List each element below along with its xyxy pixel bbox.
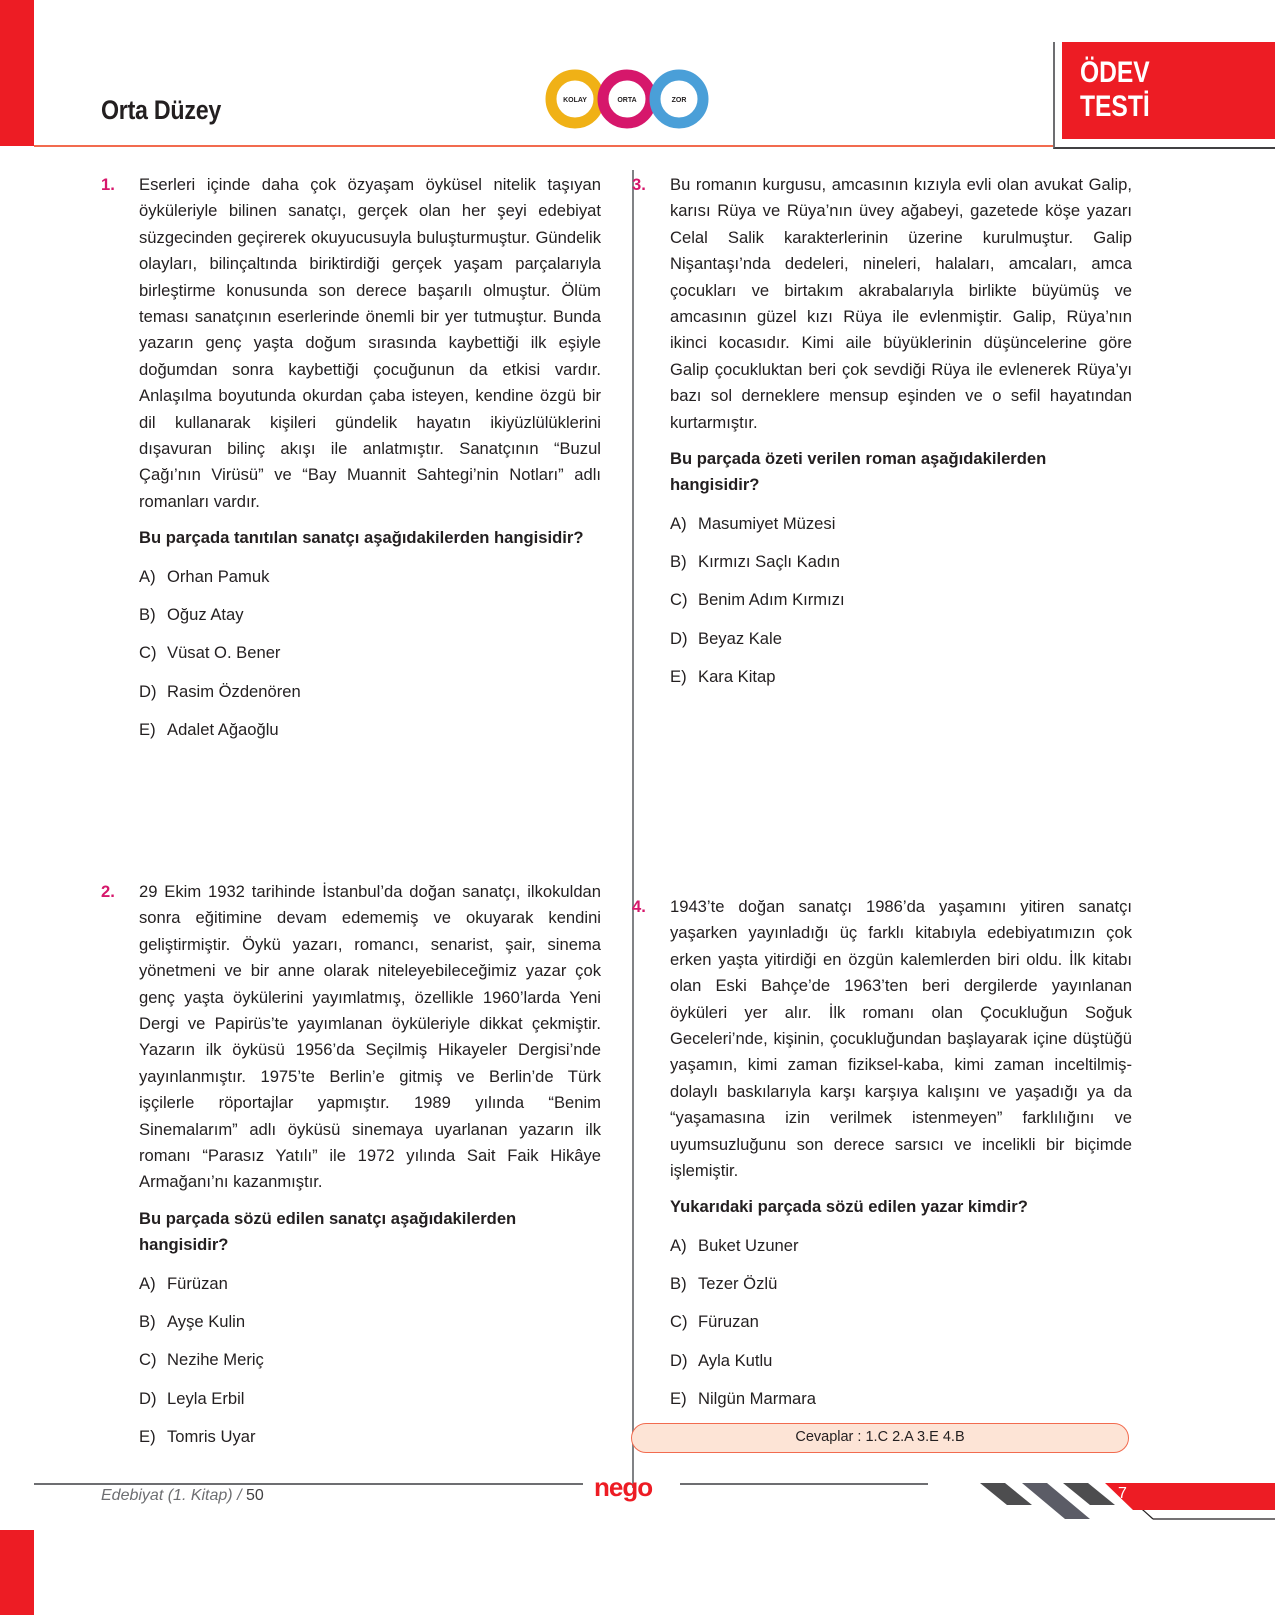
question-text: 29 Ekim 1932 tarihinde İstanbul’da doğan sanatçı, ilkokuldan sonra eğitimine devam edememiş ve okuyarak kendini geliştirmiştir. Öykü yazarı, romancı, senarist, şair, sinema yönetmeni ve bir anne olarak niteleyebileceğimiz yazar çok genç yaşta öykülerini yayımlatmış, özellikle 1960’larda Yeni Dergi ve Papirüs’te yayımlanan öyküleriyle dikkat çekmiştir. Yazarın ilk öyküsü 1956’da Seçilmiş Hikayeler Dergisi’nde yayınlanmıştır. 1975’te Berlin’e gitmiş ve Berlin’de Türk işçilerle röportajlar yapmıştır. 1989 yılında “Benim Sinemalarım” adlı öyküsü sinemaya uyarlanan yazarın ilk romanı “Parasız Yatılı” ile 1972 yılında Sait Faik Hikâye Armağanı’nı kazanmıştır. xyxy=(139,882,601,1192)
page-level-title xyxy=(101,95,221,126)
option-letter: E) xyxy=(139,719,156,739)
brand-logo xyxy=(590,1472,672,1502)
question-2 xyxy=(101,879,601,1462)
option-text: Kara Kitap xyxy=(698,667,776,687)
option-letter: D) xyxy=(139,1388,157,1408)
page-level-title-text: Orta Düzey xyxy=(101,95,222,125)
answer-options xyxy=(670,1233,1132,1424)
option-b[interactable] xyxy=(139,1309,601,1347)
option-letter: A) xyxy=(139,566,156,586)
footer-book-title xyxy=(101,1487,264,1505)
test-type-label xyxy=(1062,42,1275,139)
option-e[interactable] xyxy=(139,1424,601,1462)
option-d[interactable] xyxy=(139,679,601,717)
option-letter: C) xyxy=(139,1350,157,1370)
header-divider xyxy=(34,145,1054,147)
option-letter: B) xyxy=(670,1274,687,1294)
option-text: Nezihe Meriç xyxy=(167,1350,264,1370)
question-number: 3. xyxy=(632,175,646,194)
option-c[interactable] xyxy=(139,1347,601,1385)
test-label-line2: TESTİ xyxy=(1080,90,1150,123)
option-letter: B) xyxy=(139,604,156,624)
option-d[interactable] xyxy=(670,626,1132,664)
option-letter: E) xyxy=(139,1426,156,1446)
option-letter: A) xyxy=(139,1273,156,1293)
page-number-background xyxy=(1105,1483,1275,1510)
option-text: Leyla Erbil xyxy=(167,1388,245,1408)
option-text: Masumiyet Müzesi xyxy=(698,513,836,533)
option-letter: A) xyxy=(670,513,687,533)
option-c[interactable] xyxy=(670,587,1132,625)
book-title: Edebiyat (1. Kitap) / xyxy=(101,1487,242,1504)
question-prompt: Bu parçada tanıtılan sanatçı aşağıdakilerden hangisidir? xyxy=(139,528,584,548)
difficulty-label-orta: ORTA xyxy=(617,97,637,104)
brand-logo-text: nego xyxy=(594,1472,653,1502)
option-text: Ayla Kutlu xyxy=(698,1350,773,1370)
option-text: Orhan Pamuk xyxy=(167,566,270,586)
option-letter: C) xyxy=(139,643,157,663)
option-letter: B) xyxy=(670,552,687,572)
option-text: Buket Uzuner xyxy=(698,1235,799,1255)
option-a[interactable] xyxy=(670,511,1132,549)
option-d[interactable] xyxy=(139,1386,601,1424)
column-divider xyxy=(632,170,634,1488)
question-text: 1943’te doğan sanatçı 1986’da yaşamını yitiren sanatçı yaşarken yayınladığı üç farklı kitabıyla edebiyatımızın çok erken yaşta yitirdiği en özgün kalemlerden biri oldu. İlk kitabı olan Eski Bahçe’de 1963’ten beri dergilerde yayınlanan öyküleri yer alır. İlk romanı olan Çocukluğun Soğuk Geceleri’nde, kişinin, çocukluğundan başlayarak içine düştüğü yaşamın, kimi zaman fiziksel-kaba, kimi zaman inceltilmiş-dolaylı baskılarıyla karşı karşıya kalışını ve yaşadığı ya da “yaşamasına izin verilmek istenmeyen” farklılığını ve uyumsuzluğunu son derece sarsıcı ve incelikli bir biçimde işlemiştir. xyxy=(670,897,1132,1181)
option-text: Tomris Uyar xyxy=(167,1426,256,1446)
option-text: Beyaz Kale xyxy=(698,628,782,648)
option-letter: A) xyxy=(670,1235,687,1255)
page-number: 7 xyxy=(1118,1485,1127,1502)
option-c[interactable] xyxy=(670,1309,1132,1347)
left-accent-bar-bottom xyxy=(0,1530,34,1615)
question-number: 2. xyxy=(101,882,115,901)
option-text: Vüsat O. Bener xyxy=(167,643,281,663)
option-b[interactable] xyxy=(139,602,601,640)
book-number: 50 xyxy=(245,1487,264,1504)
option-letter: D) xyxy=(670,1350,688,1370)
answer-options xyxy=(139,1271,601,1462)
answer-key: Cevaplar : 1.C 2.A 3.E 4.B xyxy=(631,1423,1129,1453)
option-letter: E) xyxy=(670,667,687,687)
option-a[interactable] xyxy=(139,564,601,602)
option-text: Fürüzan xyxy=(167,1273,228,1293)
answer-options xyxy=(139,564,601,755)
option-letter: C) xyxy=(670,1312,688,1332)
option-letter: E) xyxy=(670,1389,687,1409)
option-a[interactable] xyxy=(139,1271,601,1309)
option-text: Adalet Ağaoğlu xyxy=(167,719,279,739)
option-text: Tezer Özlü xyxy=(698,1274,778,1294)
left-accent-bar-top xyxy=(0,0,34,146)
option-text: Oğuz Atay xyxy=(167,604,244,624)
option-text: Ayşe Kulin xyxy=(167,1311,246,1331)
test-label-line1: ÖDEV xyxy=(1080,56,1150,89)
question-1 xyxy=(101,172,601,755)
question-prompt: Bu parçada özeti verilen roman aşağıdakilerden hangisidir? xyxy=(670,449,1047,495)
footer-rule-right xyxy=(680,1483,928,1485)
question-prompt: Bu parçada sözü edilen sanatçı aşağıdakilerden hangisidir? xyxy=(139,1208,517,1255)
difficulty-label-zor: ZOR xyxy=(671,97,687,104)
option-c[interactable] xyxy=(139,640,601,678)
option-letter: D) xyxy=(670,628,688,648)
option-a[interactable] xyxy=(670,1233,1132,1271)
option-b[interactable] xyxy=(670,1271,1132,1309)
option-d[interactable] xyxy=(670,1348,1132,1386)
question-prompt: Yukarıdaki parçada sözü edilen yazar kimdir? xyxy=(670,1197,1028,1217)
option-text: Rasim Özdenören xyxy=(167,681,301,701)
option-letter: D) xyxy=(139,681,157,701)
option-e[interactable] xyxy=(670,1386,1132,1424)
option-e[interactable] xyxy=(139,717,601,755)
option-b[interactable] xyxy=(670,549,1132,587)
question-text: Bu romanın kurgusu, amcasının kızıyla evli olan avukat Galip, karısı Rüya ve Rüya’nın üvey ağabeyi, gazetede köşe yazarı Celal Salik karakterlerinin üzerine kurulmuştur. Galip Nişantaşı’nda dedeleri, nineleri, halaları, amcaları, amca çocukları ve birtakım akrabalarıyla birlikte büyümüş ve amcasının güzel kızı Rüya ile evlenmiştir. Galip, Rüya’nın ikinci kocasıdır. Kimi aile büyüklerinin düşüncelerine göre Galip çocukluktan beri çok sevdiği Rüya ile evlenerek Rüya’yı bazı sol derneklere mensup eşinden ve o sefil hayatından kurtarmıştır. xyxy=(670,175,1132,432)
option-text: Benim Adım Kırmızı xyxy=(698,590,845,610)
question-text: Eserleri içinde daha çok özyaşam öyküsel nitelik taşıyan öyküleriyle bilinen sanatçı, gerçek olan her şeyi edebiyat süzgecinden geçirerek okuyucusuyla buluşturmuştur. Gündelik olayları, bilinçaltında biriktirdiği gerçek yaşam parçalarıyla birleştirme konusunda son derece başarılı olmuştur. Ölüm teması sanatçının eserlerinde önemli bir yer tutmuştur. Bunda yazarın genç yaşta doğum sırasında kaybettiği ilk eşiyle doğumdan sonra kaybettiği çocuğunun da etkisi vardır. Anlaşılma boyutunda okurdan çaba isteyen, kendine özgü bir dil kullanarak kişileri gündelik hayatın ikiyüzlülüklerini dışavuran bilinç akışı ile anlatmıştır. Sanatçının “Buzul Çağı’nın Virüsü” ve “Bay Muannit Sahtegi’nin Notları” adlı romanları vardır. xyxy=(139,175,601,511)
question-4 xyxy=(632,894,1132,1424)
option-e[interactable] xyxy=(670,664,1132,702)
footer-rule-left xyxy=(34,1483,583,1485)
option-letter: C) xyxy=(670,590,688,610)
option-text: Füruzan xyxy=(698,1312,759,1332)
question-number: 1. xyxy=(101,175,115,194)
question-number: 4. xyxy=(632,897,646,916)
option-text: Kırmızı Saçlı Kadın xyxy=(698,552,841,572)
option-letter: B) xyxy=(139,1311,156,1331)
difficulty-label-kolay: KOLAY xyxy=(563,97,587,104)
difficulty-indicator xyxy=(545,69,710,129)
stripe-1 xyxy=(980,1483,1032,1505)
question-3 xyxy=(632,172,1132,702)
option-text: Nilgün Marmara xyxy=(698,1389,817,1409)
answer-options xyxy=(670,511,1132,702)
page-number-box xyxy=(1105,1483,1275,1510)
